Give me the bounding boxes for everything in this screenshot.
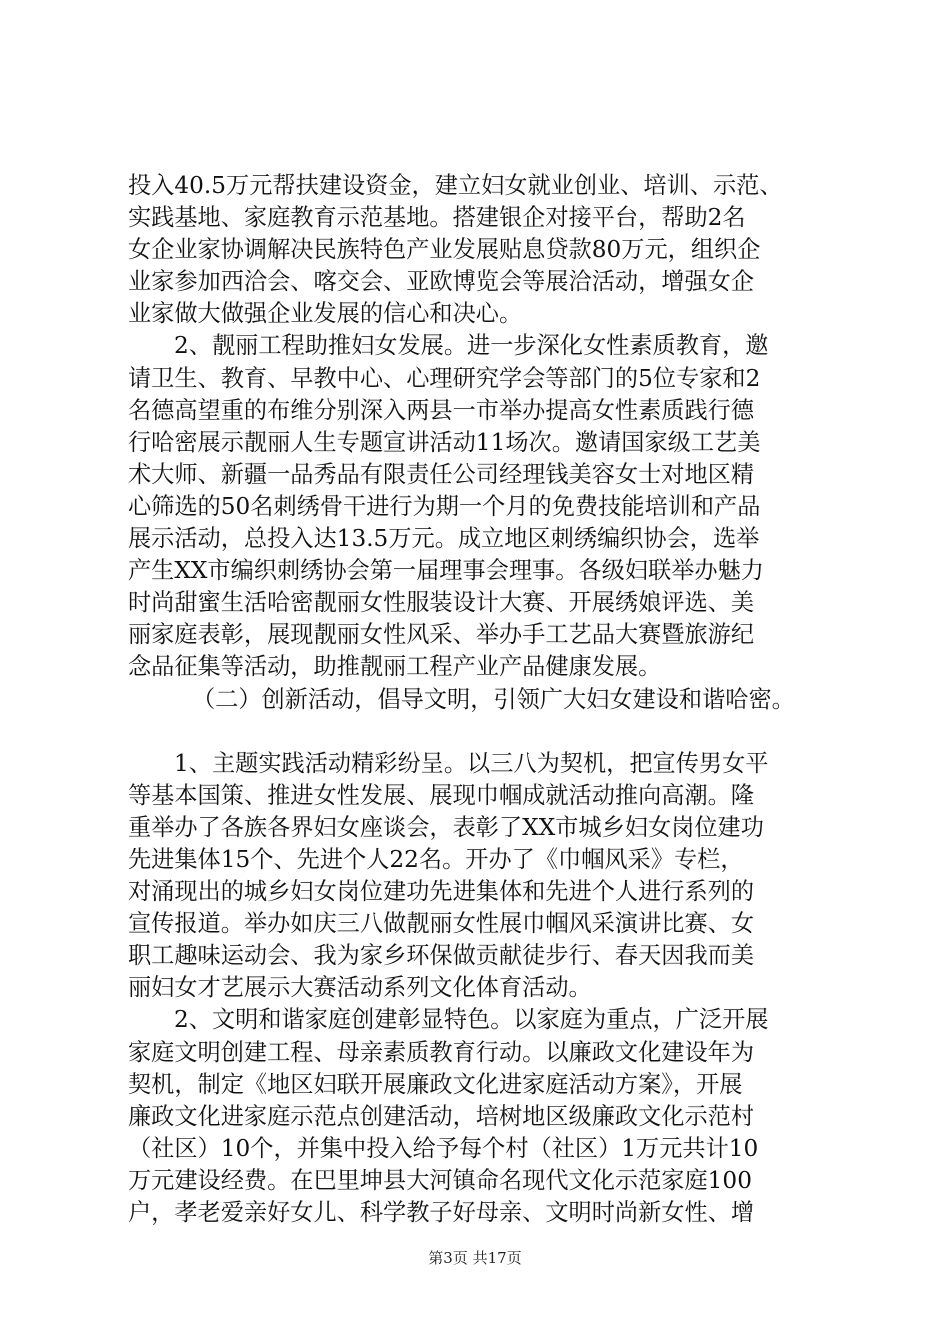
paragraph-first-line: 1、主题实践活动精彩纷呈。以三八为契机，把宣传男女平 — [174, 749, 769, 777]
text-line: 廉政文化进家庭示范点创建活动，培树地区级廉政文化示范村 — [128, 1102, 755, 1130]
text-line: 心筛选的50名刺绣骨干进行为期一个月的免费技能培训和产品 — [128, 492, 761, 520]
text-line: 家庭文明创建工程、母亲素质教育行动。以廉政文化建设年为 — [128, 1038, 755, 1066]
text-line: 女企业家协调解决民族特色产业发展贴息贷款80万元，组织企 — [128, 236, 761, 264]
text-line: 先进集体15个、先进个人22名。开办了《巾帼风采》专栏， — [128, 845, 744, 873]
text-line: 投入40.5万元帮扶建设资金，建立妇女就业创业、培训、示范、 — [128, 172, 783, 199]
text-line: 名德高望重的布维分别深入两县一市举办提高女性素质践行德 — [128, 396, 755, 424]
text-line: 业家参加西洽会、喀交会、亚欧博览会等展洽活动，增强女企 — [128, 268, 755, 296]
text-line: 念品征集等活动，助推靓丽工程产业产品健康发展。 — [128, 653, 662, 681]
text-line: 万元建设经费。在巴里坤县大河镇命名现代文化示范家庭100 — [128, 1166, 752, 1194]
text-line: 契机，制定《地区妇联开展廉政文化进家庭活动方案》，开展 — [128, 1070, 743, 1098]
text-line: 重举办了各族各界妇女座谈会，表彰了XX市城乡妇女岗位建功 — [128, 813, 764, 841]
section-heading: （二）创新活动，倡导文明，引领广大妇女建设和谐哈密。 — [192, 685, 795, 713]
blank-line — [128, 716, 840, 748]
document-body — [128, 170, 840, 1229]
text-line: 丽家庭表彰，展现靓丽女性风采、举办手工艺品大赛暨旅游纪 — [128, 621, 755, 649]
text-line: 业家做大做强企业发展的信心和决心。 — [128, 300, 523, 328]
text-line: 宣传报道。举办如庆三八做靓丽女性展巾帼风采演讲比赛、女 — [128, 910, 755, 938]
paragraph-first-line: 2、靓丽工程助推妇女发展。进一步深化女性素质教育，邀 — [174, 332, 769, 360]
text-line: 实践基地、家庭教育示范基地。搭建银企对接平台，帮助2名 — [128, 204, 746, 232]
text-line: 产生XX市编织刺绣协会第一届理事会理事。各级妇联举办魅力 — [128, 557, 764, 585]
text-line: 请卫生、教育、早教中心、心理研究学会等部门的5位专家和2 — [128, 364, 761, 392]
text-line: 展示活动，总投入达13.5万元。成立地区刺绣编织协会，选举 — [128, 525, 760, 553]
text-line: 户，孝老爱亲好女儿、科学教子好母亲、文明时尚新女性、增 — [128, 1199, 755, 1226]
paragraph-first-line: 2、文明和谐家庭创建彰显特色。以家庭为重点，广泛开展 — [174, 1006, 769, 1034]
text-line: （社区）10个，并集中投入给予每个村（社区）1万元共计10 — [128, 1134, 759, 1162]
text-line: 等基本国策、推进女性发展、展现巾帼成就活动推向高潮。隆 — [128, 781, 755, 809]
text-line: 术大师、新疆一品秀品有限责任公司经理钱美容女士对地区精 — [128, 460, 755, 488]
text-line: 对涌现出的城乡妇女岗位建功先进集体和先进个人进行系列的 — [128, 878, 755, 906]
text-line: 时尚甜蜜生活哈密靓丽女性服装设计大赛、开展绣娘评选、美 — [128, 589, 755, 617]
text-line: 行哈密展示靓丽人生专题宣讲活动11场次。邀请国家级工艺美 — [128, 428, 761, 456]
text-line: 职工趣味运动会、我为家乡环保做贡献徒步行、春天因我而美 — [128, 942, 755, 970]
page-footer: 第3页 共17页 — [428, 1249, 522, 1267]
text-line: 丽妇女才艺展示大赛活动系列文化体育活动。 — [128, 974, 592, 1002]
